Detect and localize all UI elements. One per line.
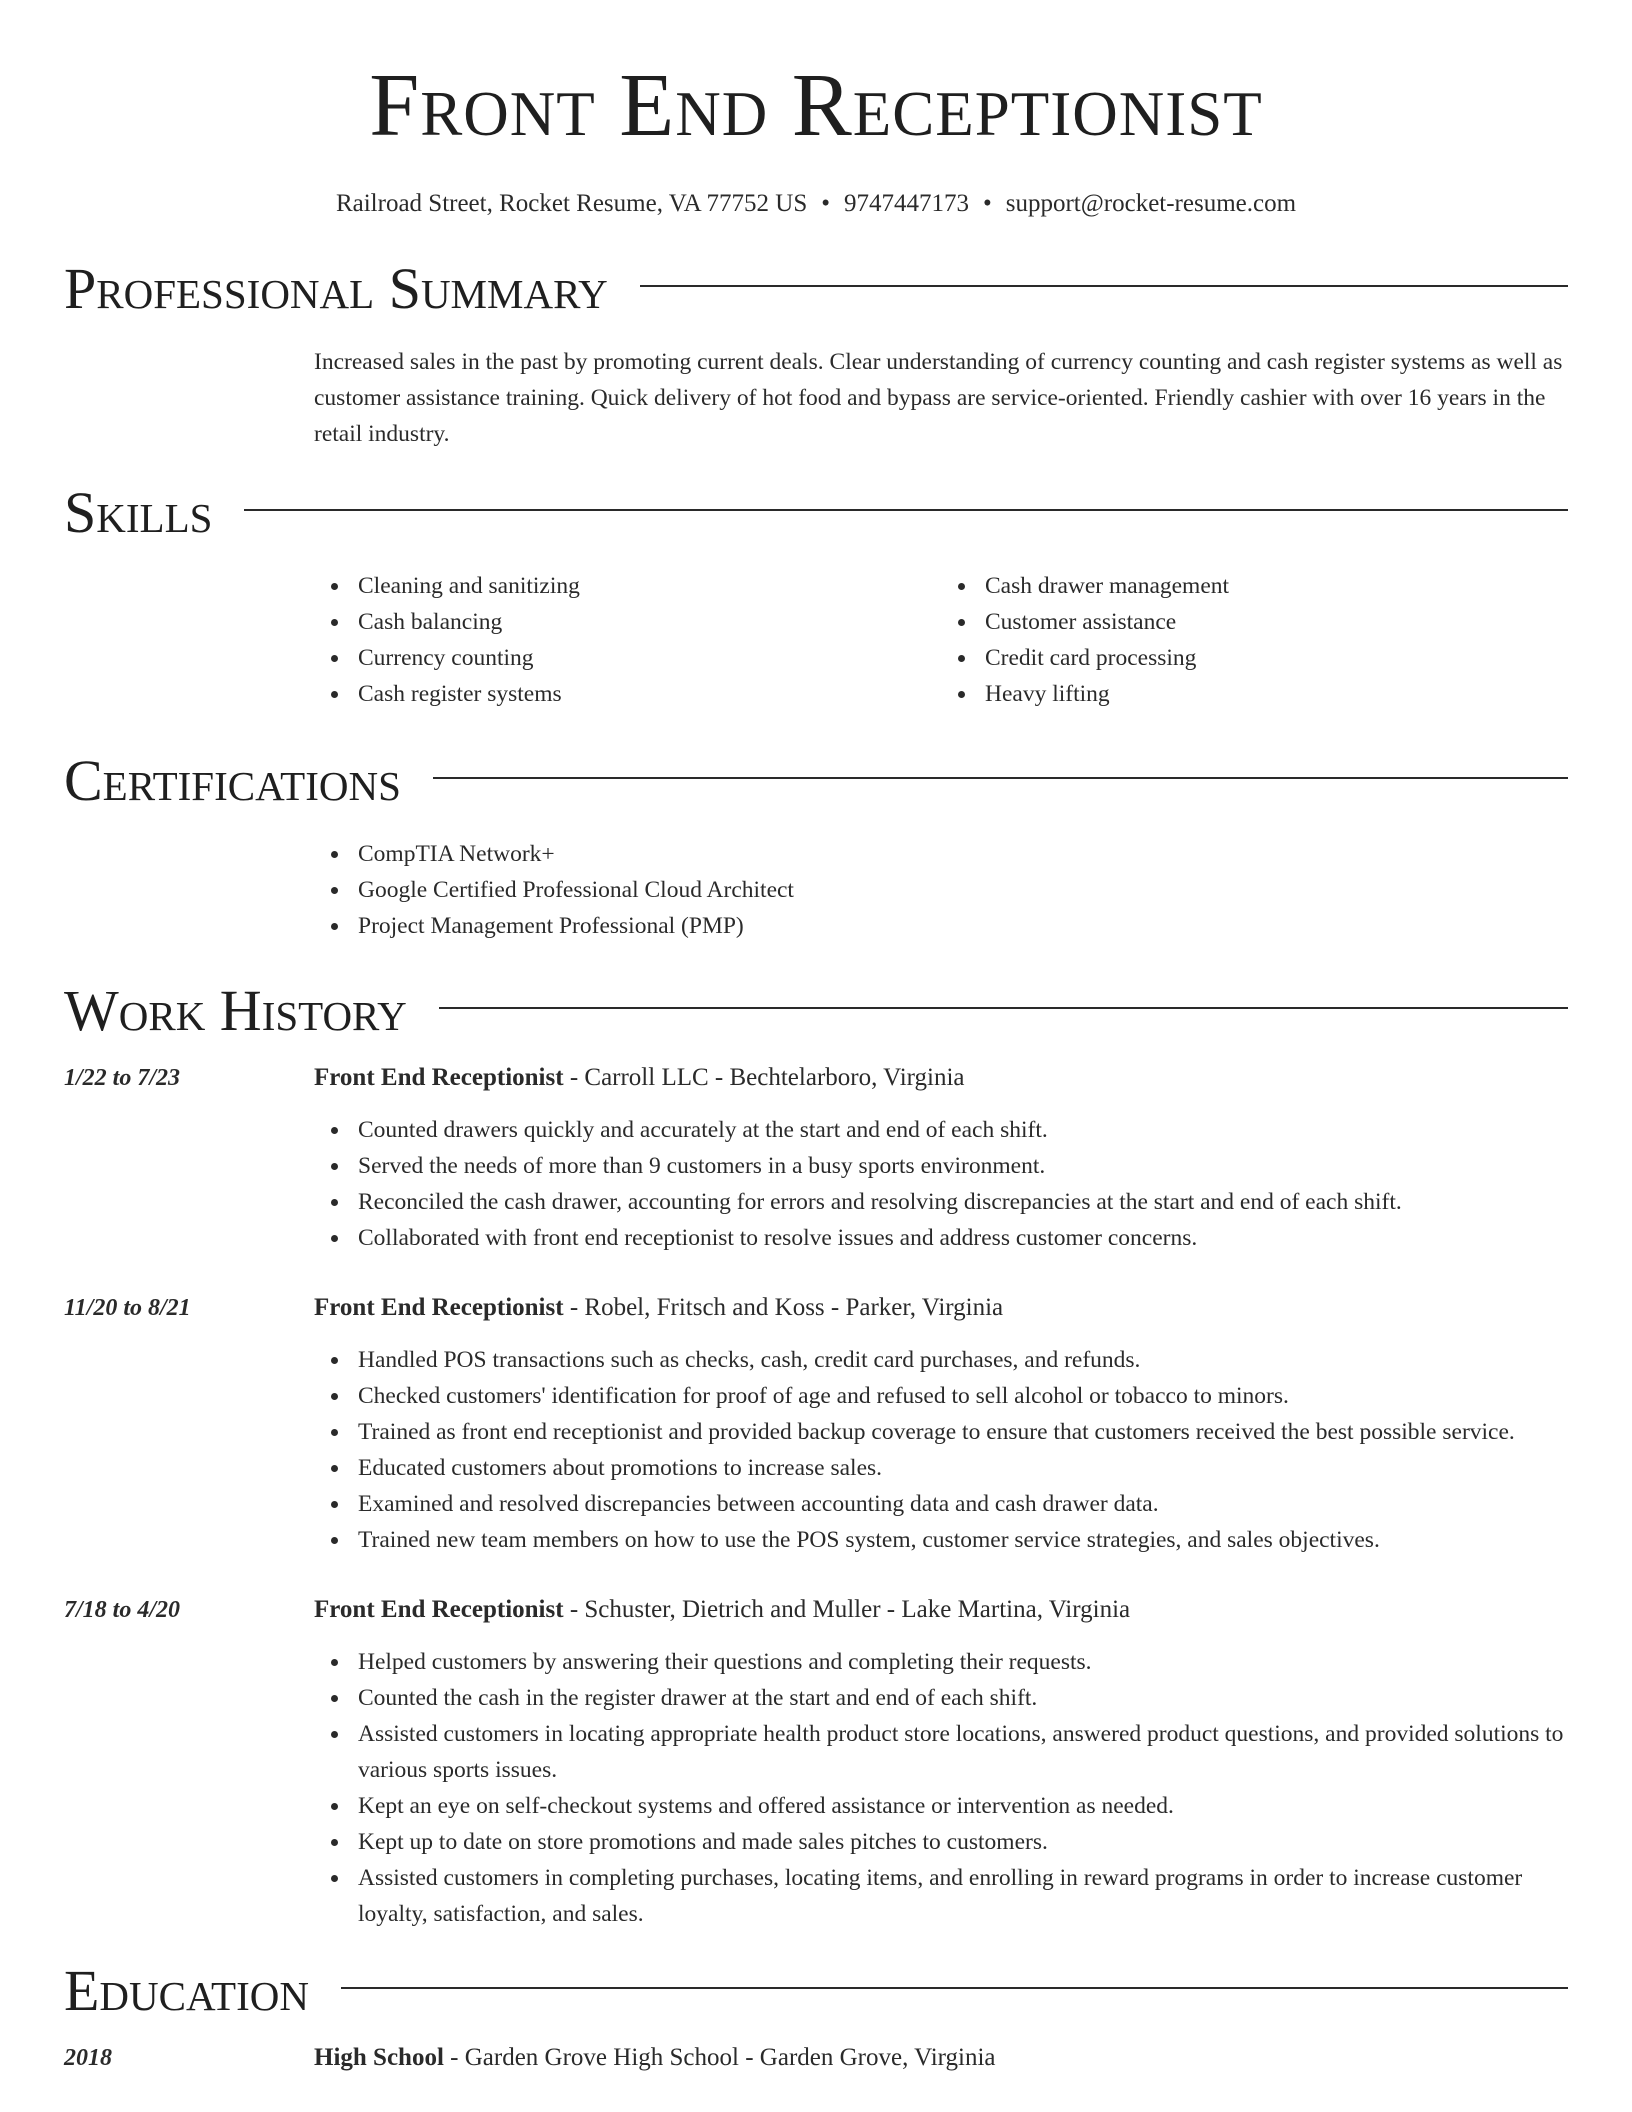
job-title-line xyxy=(314,1060,965,1096)
job-employer: - Robel, Fritsch and Koss - Parker, Virginia xyxy=(563,1294,1004,1321)
job-entry xyxy=(64,1592,1568,1932)
contact-line xyxy=(64,188,1568,220)
job-duty: Counted the cash in the register drawer at the start and end of each shift. xyxy=(358,1680,1568,1716)
job-duty: Trained new team members on how to use the POS system, customer service strategies, and sales objectives. xyxy=(358,1522,1568,1558)
section-divider xyxy=(439,1007,1568,1009)
skills-list xyxy=(314,568,1568,712)
work-history-section-header xyxy=(64,976,1568,1046)
job-entry xyxy=(64,1290,1568,1558)
skill-item: Credit card processing xyxy=(985,640,1568,676)
contact-address: Railroad Street, Rocket Resume, VA 77752 US xyxy=(335,190,808,217)
skill-item: Customer assistance xyxy=(985,604,1568,640)
certifications-list xyxy=(314,836,1568,944)
skill-item: Cash register systems xyxy=(358,676,941,712)
job-title-line xyxy=(314,1592,1130,1628)
section-divider xyxy=(244,509,1568,511)
skill-item: Currency counting xyxy=(358,640,941,676)
contact-phone: 9747447173 xyxy=(843,190,969,217)
job-duty: Counted drawers quickly and accurately at the start and end of each shift. xyxy=(358,1112,1568,1148)
job-duty: Assisted customers in completing purchases, locating items, and enrolling in reward programs in order to increase customer loyalty, satisfaction, and sales. xyxy=(358,1860,1568,1932)
job-dates: 1/22 to 7/23 xyxy=(64,1065,181,1091)
skills-section-header xyxy=(64,478,1568,548)
education-entry xyxy=(64,2040,1568,2076)
certifications-heading: Certifications xyxy=(64,748,401,813)
job-employer: - Schuster, Dietrich and Muller - Lake Martina, Virginia xyxy=(563,1596,1131,1623)
skills-column-left xyxy=(314,568,941,712)
certification-item: CompTIA Network+ xyxy=(358,836,1568,872)
certification-item: Project Management Professional (PMP) xyxy=(358,908,1568,944)
job-employer: - Carroll LLC - Bechtelarboro, Virginia xyxy=(563,1064,965,1091)
section-divider xyxy=(433,777,1568,779)
job-duties xyxy=(314,1644,1568,1932)
education-school: - Garden Grove High School - Garden Grove, Virginia xyxy=(443,2044,996,2071)
education-degree: High School xyxy=(314,2044,444,2071)
job-duty: Collaborated with front end receptionist to resolve issues and address customer concerns. xyxy=(358,1220,1568,1256)
job-duty: Handled POS transactions such as checks, cash, credit card purchases, and refunds. xyxy=(358,1342,1568,1378)
skill-item: Heavy lifting xyxy=(985,676,1568,712)
skills-column-right xyxy=(941,568,1568,712)
section-divider xyxy=(640,285,1568,287)
job-role: Front End Receptionist xyxy=(314,1596,564,1623)
job-duty: Examined and resolved discrepancies between accounting data and cash drawer data. xyxy=(358,1486,1568,1522)
summary-heading: Professional Summary xyxy=(64,256,608,321)
summary-text: Increased sales in the past by promoting current deals. Clear understanding of currency counting and cash register systems as well as customer assistance training. Quick delivery of hot food and bypass are service-oriented. Friendly cashier with over 16 years in the retail industry. xyxy=(314,349,1563,447)
work-history-heading: Work History xyxy=(64,978,407,1043)
certifications-section-header xyxy=(64,746,1568,816)
section-divider xyxy=(341,1987,1568,1989)
education-year: 2018 xyxy=(64,2045,112,2071)
education-title-line xyxy=(314,2040,996,2076)
job-duty: Kept an eye on self-checkout systems and offered assistance or intervention as needed. xyxy=(358,1788,1568,1824)
skill-item: Cash drawer management xyxy=(985,568,1568,604)
job-duty: Served the needs of more than 9 customers in a busy sports environment. xyxy=(358,1148,1568,1184)
education-heading: Education xyxy=(64,1958,309,2023)
job-duty: Checked customers' identification for proof of age and refused to sell alcohol or tobacco to minors. xyxy=(358,1378,1568,1414)
job-role: Front End Receptionist xyxy=(314,1064,564,1091)
skills-heading: Skills xyxy=(64,480,213,545)
job-duty: Helped customers by answering their questions and completing their requests. xyxy=(358,1644,1568,1680)
skill-item: Cleaning and sanitizing xyxy=(358,568,941,604)
contact-separator: • xyxy=(982,190,992,217)
summary-section-header xyxy=(64,254,1568,324)
job-duties xyxy=(314,1112,1568,1256)
job-dates: 7/18 to 4/20 xyxy=(64,1597,181,1623)
job-dates: 11/20 to 8/21 xyxy=(64,1295,191,1321)
education-section-header xyxy=(64,1956,1568,2026)
job-duties xyxy=(314,1342,1568,1558)
job-duty: Assisted customers in locating appropriate health product store locations, answered product questions, and provided solutions to various sports issues. xyxy=(358,1716,1568,1788)
job-title-line xyxy=(314,1290,1003,1326)
job-role: Front End Receptionist xyxy=(314,1294,564,1321)
certification-item: Google Certified Professional Cloud Architect xyxy=(358,872,1568,908)
job-entry xyxy=(64,1060,1568,1256)
job-duty: Trained as front end receptionist and provided backup coverage to ensure that customers received the best possible service. xyxy=(358,1414,1568,1450)
job-duty: Educated customers about promotions to increase sales. xyxy=(358,1450,1568,1486)
job-duty: Reconciled the cash drawer, accounting for errors and resolving discrepancies at the start and end of each shift. xyxy=(358,1184,1568,1220)
job-duty: Kept up to date on store promotions and made sales pitches to customers. xyxy=(358,1824,1568,1860)
resume-name: Front End Receptionist xyxy=(369,56,1263,155)
skill-item: Cash balancing xyxy=(358,604,941,640)
contact-separator: • xyxy=(821,190,830,217)
contact-email: support@rocket-resume.com xyxy=(1005,190,1297,217)
